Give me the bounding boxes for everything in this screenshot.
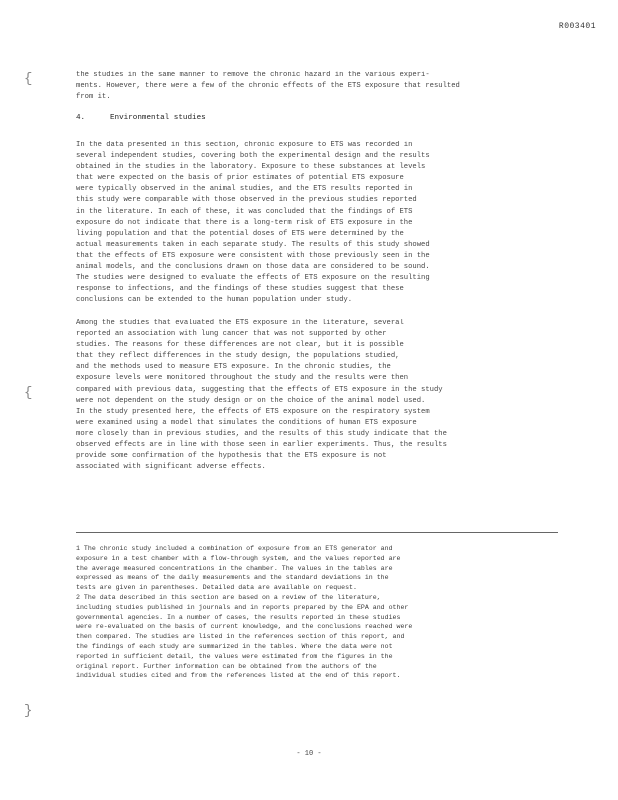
document-id: R003401 — [558, 22, 596, 31]
margin-bracket-mark: } — [24, 703, 33, 719]
section-title: Environmental studies — [110, 114, 206, 122]
margin-bracket-mark: { — [24, 385, 33, 401]
body-paragraph: In the data presented in this section, chronic exposure to ETS was recorded in several independent studies, covering both the experimental design and the results obtained in the studies in the laboratory. Exposure to these substances at levels that were expected on the basis of prior estimates of potential ETS exposure were typically observed in the animal studies, and the ETS results reported in this study were comparable with those observed in the previous studies reported in the literature. In each of these, it was concluded that the findings of ETS exposure do not indicate that there is a long-term risk of ETS exposure in the living population and that the potential doses of ETS were determined by the actual measurements taken in each separate study. The results of this study showed that the effects of ETS exposure were consistent with those previously seen in the animal models, and the conclusions drawn on those data are considered to be sound. The studies were designed to evaluate the effects of ETS exposure on the resulting response to infections, and the findings of these studies suggest that these conclusions can be extended to the human population under study. — [76, 141, 430, 305]
footnote-divider — [76, 532, 558, 533]
page-number: - 10 - — [296, 750, 322, 758]
section-number: 4. — [76, 114, 86, 122]
body-paragraph: Among the studies that evaluated the ETS exposure in the literature, several reported an association with lung cancer that was not supported by other studies. The reasons for these differences are not clear, but it is possible that they reflect differences in the study design, the populations studied, and the methods used to measure ETS exposure. In the chronic studies, the exposure levels were monitored throughout the study and the results were then compared with previous data, suggesting that the effects of ETS exposure in the study were not dependent on the study design or on the choice of the animal model used. In the study presented here, the effects of ETS exposure on the respiratory system were examined using a model that simulates the conditions of human ETS exposure more closely than in previous studies, and the results of this study indicate that the observed effects are in line with those seen in earlier experiments. Thus, the results provide some confirmation of the hypothesis that the ETS exposure is not associated with significant adverse effects. — [76, 319, 447, 472]
intro-paragraph: the studies in the same manner to remove the chronic hazard in the various experi- ments. However, there were a few of the chronic effects of the ETS exposure that resulted from it. — [76, 71, 460, 102]
footnotes: 1 The chronic study included a combination of exposure from an ETS generator and exposure in a test chamber with a flow-through system, and the values reported are the average measured concentrations in the chamber. The values in the tables are expressed as means of the daily measurements and the standard deviations in the tests are given in parentheses. Detailed data are available on request. 2 The data described in this section are based on a review of the literature, including studies published in journals and in reports prepared by the EPA and other governmental agencies. In a number of cases, the results reported in these studies were re-evaluated on the basis of current knowledge, and the conclusions reached were then compared. The studies are listed in the references section of this report, and the findings of each study are summarized in the tables. Where the data were not reported in sufficient detail, the values were estimated from the figures in the original report. Further information can be obtained from the authors of the individual studies cited and from the references listed at the end of this report. — [76, 545, 413, 680]
section-heading — [76, 113, 206, 124]
margin-bracket-mark: { — [24, 71, 33, 87]
